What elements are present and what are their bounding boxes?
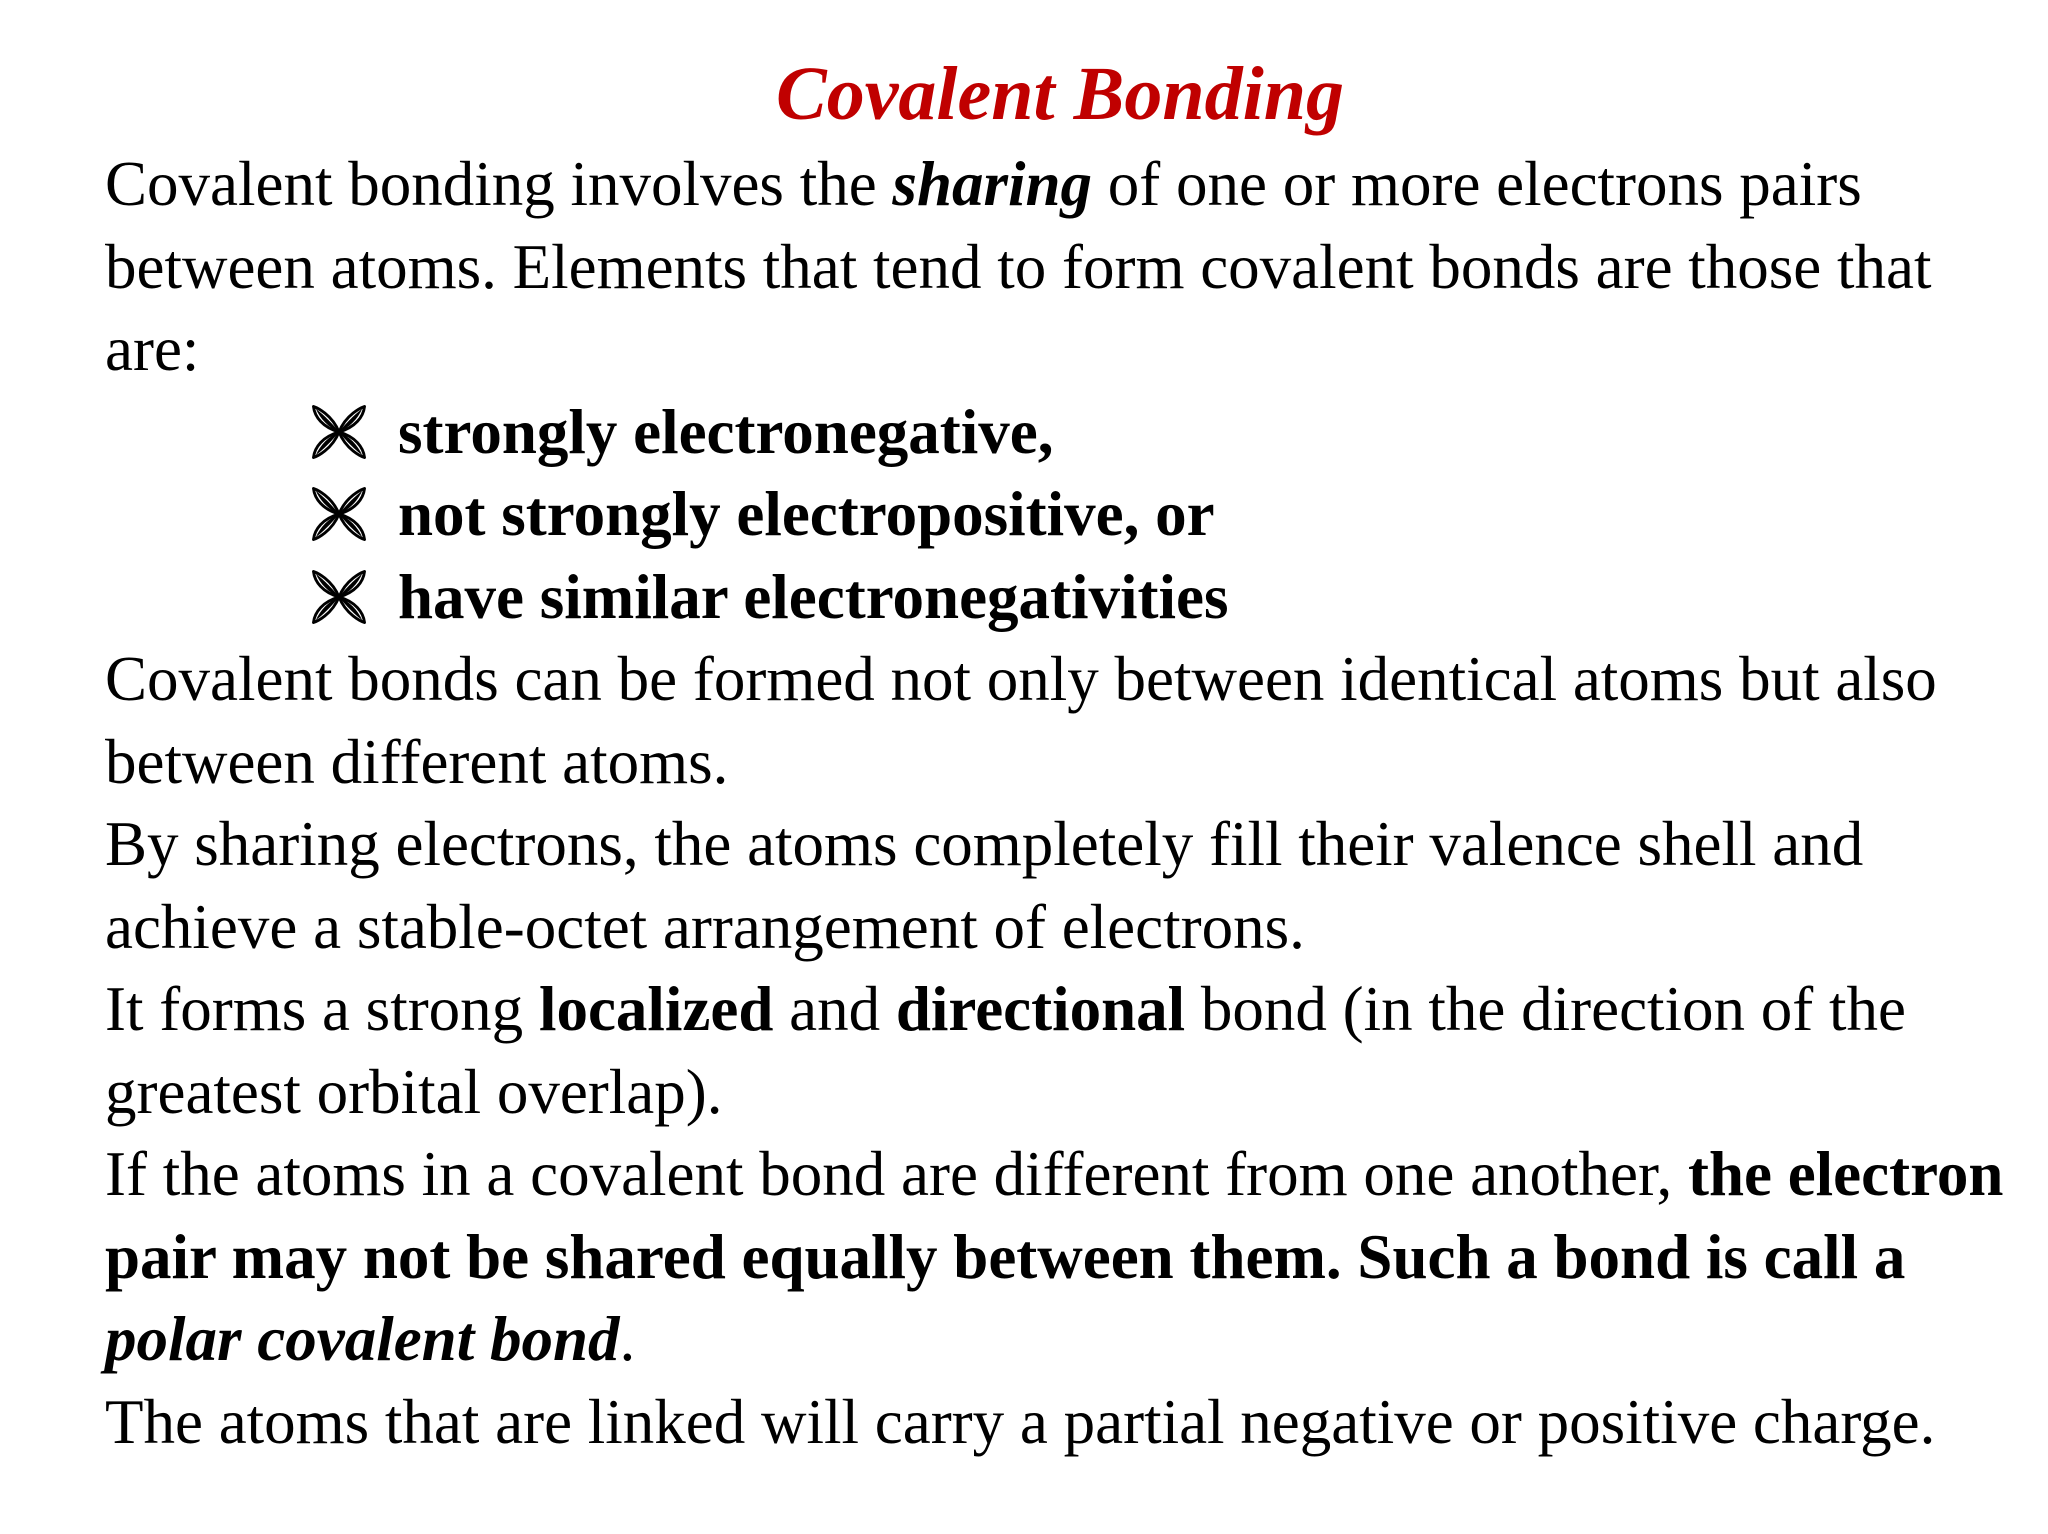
quilt-square-icon <box>310 568 368 626</box>
list-item <box>310 391 2025 474</box>
quilt-square-icon <box>310 403 368 461</box>
intro-text-2: of one or more electrons pairs between atoms. Elements that tend to form covalent bonds are those that are: <box>105 149 1932 384</box>
bullet-text: have similar electronegativities <box>398 561 1229 632</box>
slide-body <box>105 143 2025 1463</box>
sharing-emphasis: sharing <box>892 149 1093 219</box>
bullet-list <box>105 391 2025 639</box>
bullet-text: not strongly electropositive, or <box>398 479 1215 549</box>
localized-text-2: bond (in the direction of the greatest orbital overlap). <box>105 974 1906 1127</box>
list-item <box>310 473 2025 556</box>
list-item <box>310 556 2025 639</box>
polar-bond-paragraph <box>105 1133 2025 1381</box>
polar-covalent-term: polar covalent bond <box>105 1304 620 1374</box>
intro-text-1: Covalent bonding involves the <box>105 149 893 219</box>
quilt-square-icon <box>310 485 368 543</box>
bullet-text: strongly electronegative, <box>398 396 1054 467</box>
localized-and: and <box>773 974 896 1044</box>
polar-bold-text: the electron pair may not be shared equally between them. Such a bond is call a <box>105 1139 2004 1292</box>
localized-term: localized <box>538 974 774 1044</box>
intro-paragraph <box>105 143 2025 391</box>
valence-shell-paragraph: By sharing electrons, the atoms completely fill their valence shell and achieve a stable-octet arrangement of electrons. <box>105 809 1864 962</box>
partial-charge-paragraph: The atoms that are linked will carry a partial negative or positive charge. <box>105 1386 1936 1457</box>
slide-title: Covalent Bonding <box>776 52 1344 136</box>
localized-bond-paragraph <box>105 968 2025 1133</box>
directional-term: directional <box>895 974 1186 1044</box>
localized-text-1: It forms a strong <box>105 974 539 1044</box>
polar-text-1: If the atoms in a covalent bond are different from one another, <box>105 1139 1688 1209</box>
polar-period: . <box>619 1304 636 1374</box>
identical-atoms-paragraph: Covalent bonds can be formed not only between identical atoms but also between different atoms. <box>105 644 1937 797</box>
